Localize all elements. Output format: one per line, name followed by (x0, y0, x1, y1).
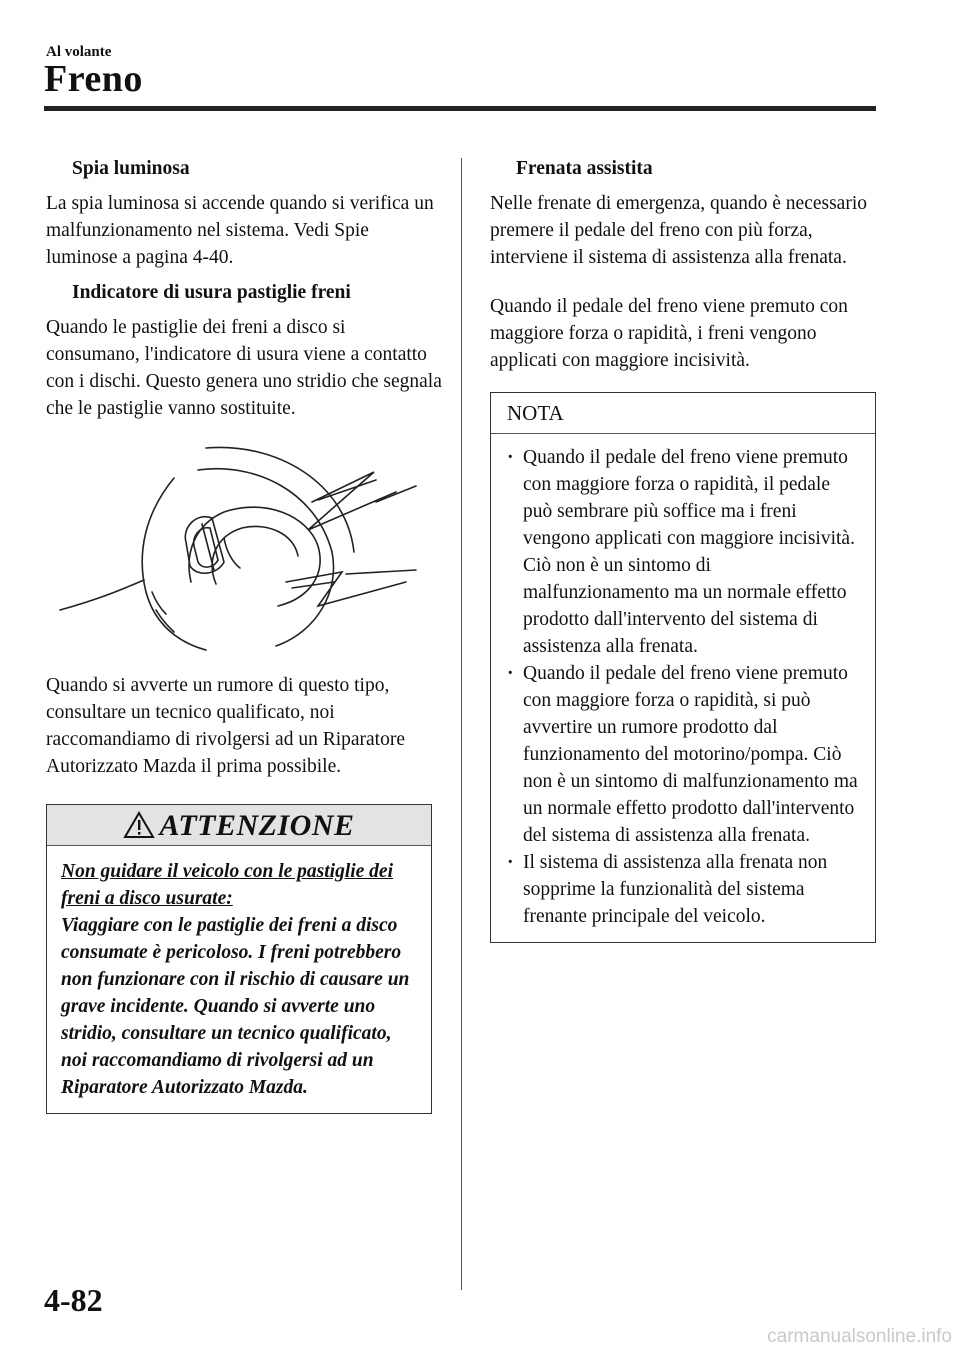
column-divider (461, 158, 462, 1290)
paragraph-spia: La spia luminosa si accende quando si verifica un malfunzionamento nel sistema. Vedi Spie luminose a pagina 4-40. (46, 193, 434, 268)
left-column (46, 155, 442, 1114)
nota-box (490, 392, 876, 943)
warning-lead: Non guidare il veicolo con le pastiglie dei freni a disco usurate: (61, 861, 394, 909)
section-label: Al volante (46, 44, 112, 60)
nota-list (491, 434, 875, 942)
nota-title: NOTA (491, 393, 875, 434)
nota-item: · Quando il pedale del freno viene premuto con maggiore forza o rapidità, si può avvertire un rumore prodotto dal funzionamento del motorino/pompa. Ciò non è un sintomo di malfunzionamento ma un normale effetto prodotto dall'intervento del sistema di assistenza alla frenata. (505, 660, 859, 849)
paragraph-rumore: Quando si avverte un rumore di questo tipo, consultare un tecnico qualificato, noi raccomandiamo di rivolgersi ad un Riparatore Autorizzato Mazda il prima possibile. (46, 675, 405, 777)
heading-indicatore-usura: Indicatore di usura pastiglie freni (72, 282, 351, 303)
warning-box (46, 804, 432, 1114)
right-column (490, 155, 876, 943)
warning-triangle-icon (123, 811, 155, 839)
brake-disc-illustration (56, 442, 436, 654)
watermark: carmanualsonline.info (767, 1326, 952, 1347)
warning-header (47, 805, 431, 846)
warning-body (47, 846, 431, 1113)
warning-text: Viaggiare con le pastiglie dei freni a disco consumate è pericoloso. I freni potrebbero non funzionare con il rischio di causare un grave incidente. Quando si avverte uno stridio, consultare un tecnico qualificato, noi raccomandiamo di rivolgersi ad un Riparatore Autorizzato Mazda. (61, 915, 410, 1098)
page-title: Freno (44, 58, 143, 100)
nota-item: · Il sistema di assistenza alla frenata non sopprime la funzionalità del sistema frenante principale del veicolo. (505, 849, 859, 930)
heading-frenata-assistita: Frenata assistita (516, 158, 653, 179)
paragraph-frenata-2: Quando il pedale del freno viene premuto con maggiore forza o rapidità, i freni vengono applicati con maggiore incisività. (490, 296, 848, 371)
paragraph-indicatore: Quando le pastiglie dei freni a disco si consumano, l'indicatore di usura viene a contatto con i dischi. Questo genera uno stridio che segnala che le pastiglie vanno sostituite. (46, 317, 442, 419)
nota-item: · Quando il pedale del freno viene premuto con maggiore forza o rapidità, il pedale può sembrare più soffice ma i freni vengono applicati con maggiore incisività. Ciò non è un sintomo di malfunzionamento ma un normale effetto prodotto dall'intervento del sistema di assistenza alla frenata. (505, 444, 859, 660)
heading-spia-luminosa: Spia luminosa (72, 158, 190, 179)
header-rule (44, 106, 876, 111)
page-number: 4-82 (44, 1282, 103, 1318)
paragraph-frenata-1: Nelle frenate di emergenza, quando è necessario premere il pedale del freno con più forza, interviene il sistema di assistenza alla frenata. (490, 193, 867, 268)
warning-title: ATTENZIONE (159, 808, 355, 842)
